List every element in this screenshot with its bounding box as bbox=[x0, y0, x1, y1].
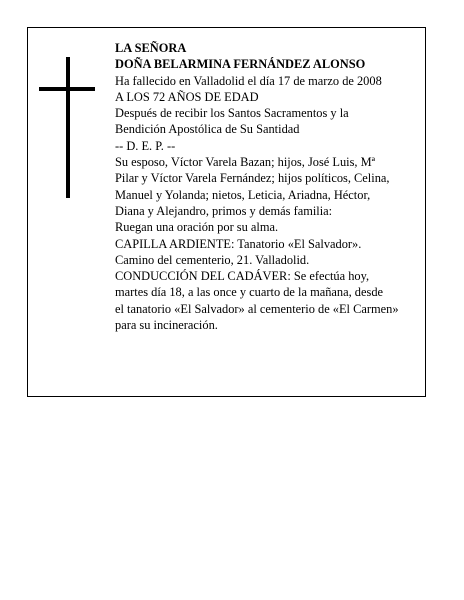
prayer-line: Ruegan una oración por su alma. bbox=[115, 220, 279, 235]
age-line: A LOS 72 AÑOS DE EDAD bbox=[115, 89, 259, 104]
sacraments-line: Bendición Apostólica de Su Santidad bbox=[115, 122, 300, 137]
family-line: Manuel y Yolanda; nietos, Leticia, Ariadna, Héctor, bbox=[115, 187, 371, 202]
conduction-line: martes día 18, a las once y cuarto de la mañana, desde bbox=[115, 285, 384, 300]
cross-vertical-bar bbox=[66, 57, 70, 198]
conduction-line: el tanatorio «El Salvador» al cementerio de «El Carmen» bbox=[115, 301, 399, 316]
chapel-line: CAPILLA ARDIENTE: Tanatorio «El Salvador». bbox=[115, 236, 362, 251]
obituary-notice bbox=[27, 27, 426, 397]
conduction-line: CONDUCCIÓN DEL CADÁVER: Se efectúa hoy, bbox=[115, 269, 370, 284]
death-line: Ha fallecido en Valladolid el día 17 de marzo de 2008 bbox=[115, 73, 382, 88]
sacraments-line: Después de recibir los Santos Sacramentos y la bbox=[115, 106, 349, 121]
cross-horizontal-bar bbox=[39, 87, 95, 91]
dep-line: -- D. E. P. -- bbox=[115, 138, 176, 153]
notice-title: LA SEÑORA bbox=[115, 41, 187, 55]
conduction-line: para su incineración. bbox=[115, 318, 218, 333]
family-line: Su esposo, Víctor Varela Bazan; hijos, José Luis, Mª bbox=[115, 155, 376, 170]
family-line: Diana y Alejandro, primos y demás familia: bbox=[115, 203, 333, 218]
notice-text bbox=[115, 40, 427, 333]
chapel-line: Camino del cementerio, 21. Valladolid. bbox=[115, 252, 310, 267]
deceased-name: DOÑA BELARMINA FERNÁNDEZ ALONSO bbox=[115, 57, 366, 72]
family-line: Pilar y Víctor Varela Fernández; hijos políticos, Celina, bbox=[115, 171, 390, 186]
